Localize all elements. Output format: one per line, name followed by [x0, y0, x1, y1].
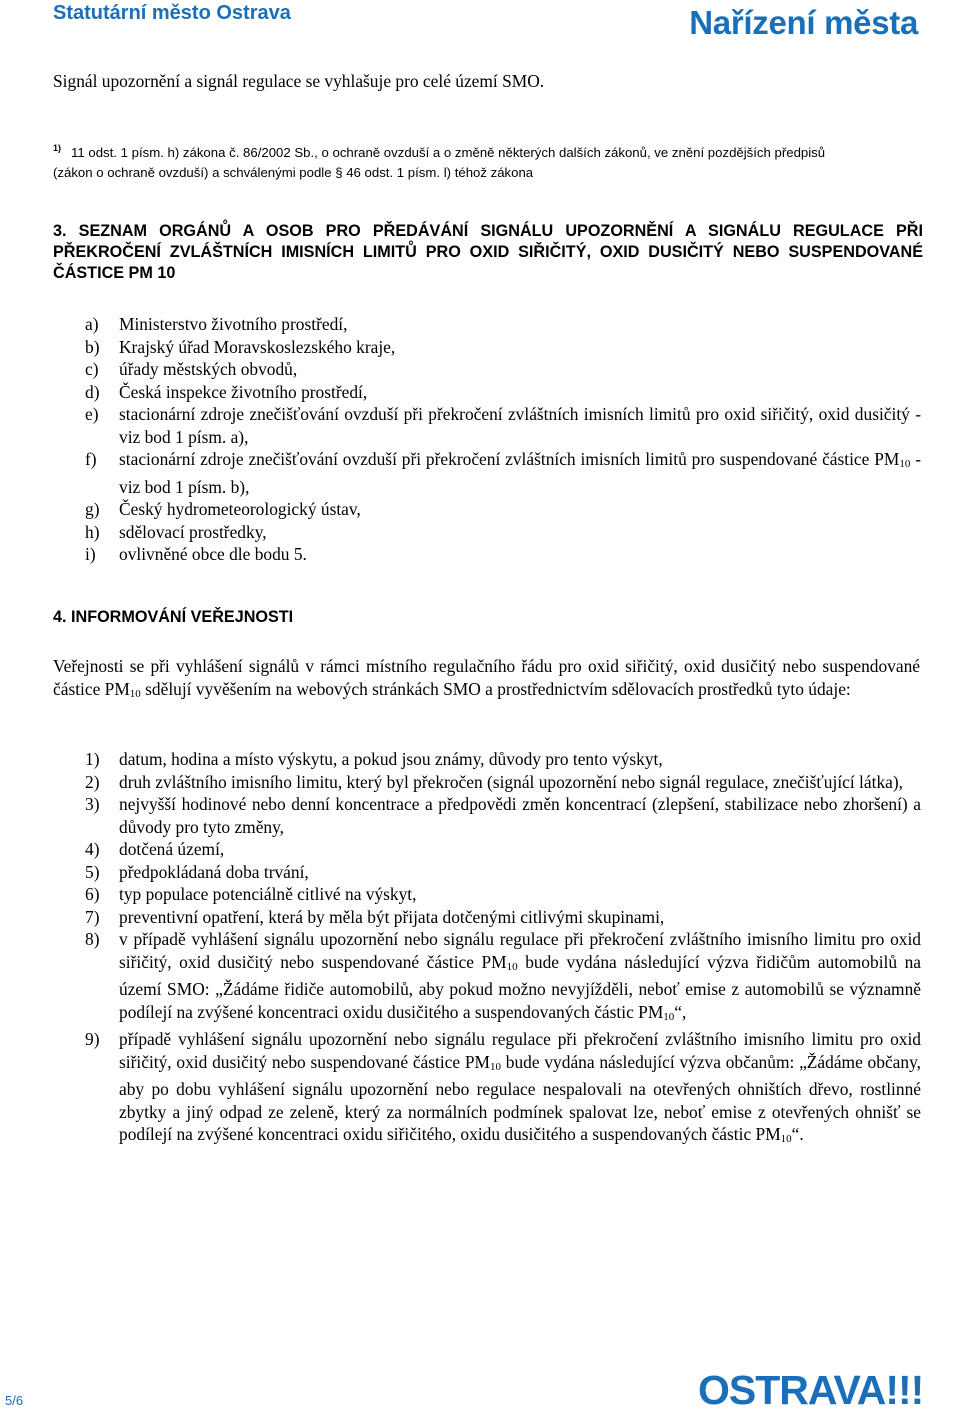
subscript: 10 [780, 1133, 792, 1145]
list-item [85, 358, 921, 381]
list-item-text: úřady městských obvodů, [119, 359, 298, 379]
list-marker: 5) [85, 861, 100, 882]
section-3-heading: 3. SEZNAM ORGÁNŮ A OSOB PRO PŘEDÁVÁNÍ SIGNÁLU UPOZORNĚNÍ A SIGNÁLU REGULACE PŘI PŘEKROČENÍ ZVLÁŠTNÍCH IMISNÍCH LIMITŮ PRO OXID SIŘIČITÝ, OXID DUSIČITÝ NEBO SUSPENDOVANÉ ČÁSTICE PM 10 [53, 222, 923, 282]
footnote-line-1 [53, 138, 923, 163]
list-item-text-cont: bude vydána následující výzva řidičům automobilů na území SMO: „Žádáme řidiče automobilů, aby pokud možno nevyjížděli, neboť emise z automobilů se významně podílejí na zvýšené koncentraci oxidu dusičitého a suspendovaných částic PM [119, 951, 922, 1022]
header-city-name: Statutární město Ostrava [53, 2, 291, 24]
footnote [53, 138, 923, 183]
section-number: 4. [53, 608, 67, 626]
list-item [85, 521, 921, 544]
paragraph-text: Veřejnosti se při vyhlášení signálů v rámci místního regulačního řádu pro oxid siřičitý, oxid dusičitý nebo suspendované částice PM [53, 656, 920, 699]
subscript: 10 [490, 1060, 502, 1073]
list-item [85, 748, 921, 771]
list-item [85, 883, 921, 906]
list-item-text: v případě vyhlášení signálu upozornění nebo signálu regulace při překročení zvláštního imisního limitu pro oxid siřičitý, oxid dusičitý nebo suspendované částice PM [119, 929, 921, 972]
list-marker: 8) [85, 929, 100, 949]
list-item-text: ovlivněné obce dle bodu 5. [119, 544, 307, 564]
list-item [85, 838, 921, 861]
list-item [85, 928, 921, 1028]
list-item-text: stacionární zdroje znečišťování ovzduší při překročení zvláštních imisních limitů pro oxid siřičitý, oxid dusičitý - viz bod 1 písm. a), [119, 404, 921, 447]
list-item-text: sdělovací prostředky, [119, 521, 267, 542]
paragraph-text-cont: sdělují vyvěšením na webových stránkách SMO a prostřednictvím sdělovacích prostředků tyto údaje: [140, 678, 851, 699]
list-item-text: datum, hodina a místo výskytu, a pokud jsou známy, důvody pro tento výskyt, [119, 749, 663, 769]
list-item-text: Krajský úřad Moravskoslezského kraje, [119, 336, 396, 357]
list-item-text: dotčená území, [119, 839, 225, 859]
list-marker: i) [85, 544, 96, 564]
subscript: 10 [129, 687, 141, 700]
page-number: 5/6 [5, 1393, 24, 1408]
list-marker: g) [85, 499, 100, 519]
list-marker: c) [85, 359, 99, 379]
list-item-text: preventivní opatření, která by měla být přijata dotčenými citlivými skupinami, [119, 906, 665, 927]
list-item-text: Česká inspekce životního prostředí, [119, 381, 368, 402]
subscript: 10 [663, 1010, 675, 1023]
list-marker: a) [85, 314, 99, 334]
list-item-text: typ populace potenciálně citlivé na výskyt, [119, 884, 417, 904]
list-marker: 1) [85, 749, 100, 769]
list-item [85, 1028, 921, 1151]
list-item [85, 403, 921, 448]
list-item-text: Ministerstvo životního prostředí, [119, 314, 348, 334]
subscript: 10 [899, 458, 911, 470]
list-item [85, 543, 921, 566]
list-item [85, 336, 921, 359]
footnote-line-2: (zákon o ochraně ovzduší) a schválenými podle § 46 odst. 1 písm. l) téhož zákona [53, 165, 534, 180]
list-marker: 9) [85, 1029, 100, 1049]
list-item [85, 381, 921, 404]
list-item-text-end: “. [791, 1124, 804, 1144]
list-item-text-end: “, [674, 1001, 687, 1022]
section-4-paragraph [53, 655, 920, 705]
section-3-list [85, 313, 921, 566]
intro-text: Signál upozornění a signál regulace se vyhlašuje pro celé území SMO. [53, 71, 545, 91]
list-item-text-cont: - viz bod 1 písm. b), [119, 449, 921, 497]
list-item [85, 448, 921, 498]
list-marker: f) [85, 449, 97, 469]
list-marker: 2) [85, 771, 100, 792]
list-item-text: předpokládaná doba trvání, [119, 861, 309, 882]
list-marker: 4) [85, 839, 100, 859]
list-item-text: případě vyhlášení signálu upozornění nebo signálu regulace při překročení zvláštního imisního limitu pro oxid siřičitý, oxid dusičitý nebo suspendované částice PM [119, 1029, 921, 1072]
list-item [85, 793, 921, 838]
list-item [85, 861, 921, 884]
svg-text:OSTRAVA!!!: OSTRAVA!!! [698, 1368, 924, 1412]
list-item-text: stacionární zdroje znečišťování ovzduší při překročení zvláštních imisních limitů pro suspendované částice PM [119, 449, 900, 469]
list-marker: b) [85, 336, 100, 357]
list-marker: 3) [85, 794, 100, 814]
footnote-text-1: 11 odst. 1 písm. h) zákona č. 86/2002 Sb., o ochraně ovzduší a o změně některých dalších zákonů, ve znění pozdějších předpisů [71, 145, 826, 160]
list-item [85, 498, 921, 521]
list-marker: h) [85, 521, 100, 542]
list-item-text: nejvyšší hodinové nebo denní koncentrace a předpovědi změn koncentrací (zlepšení, stabilizace nebo zhoršení) a důvody pro tyto změny, [119, 794, 921, 837]
list-item-text: Český hydrometeorologický ústav, [119, 499, 361, 519]
ostrava-logo [698, 1368, 958, 1417]
footnote-mark: 1) [53, 143, 62, 153]
list-marker: 6) [85, 884, 100, 904]
ostrava-logo-graphic [698, 1368, 958, 1412]
section-4-heading [53, 608, 293, 627]
list-item [85, 313, 921, 336]
list-marker: e) [85, 404, 99, 424]
list-item [85, 771, 921, 794]
list-item-text-cont: bude vydána následující výzva občanům: „Žádáme občany, aby po dobu vyhlášení signálu upozornění nebo regulace nespalovali na otevřených ohništích dřevo, rostlinné zbytky a jiný odpad ze zeleně, který za normálních podmínek spalovat lze, neboť emise z otevřených ohnišť se podílejí na zvýšené koncentraci oxidu siřičitého, oxidu dusičitého a suspendovaných částic PM [119, 1051, 921, 1144]
list-item [85, 906, 921, 929]
section-title: INFORMOVÁNÍ VEŘEJNOSTI [71, 608, 294, 626]
subscript: 10 [506, 960, 518, 973]
list-marker: 7) [85, 906, 100, 927]
list-marker: d) [85, 381, 100, 402]
header-document-type: Nařízení města [689, 4, 918, 41]
list-item-text: druh zvláštního imisního limitu, který byl překročen (signál upozornění nebo signál regulace, znečišťující látka), [119, 771, 903, 792]
section-4-list [85, 748, 921, 1151]
